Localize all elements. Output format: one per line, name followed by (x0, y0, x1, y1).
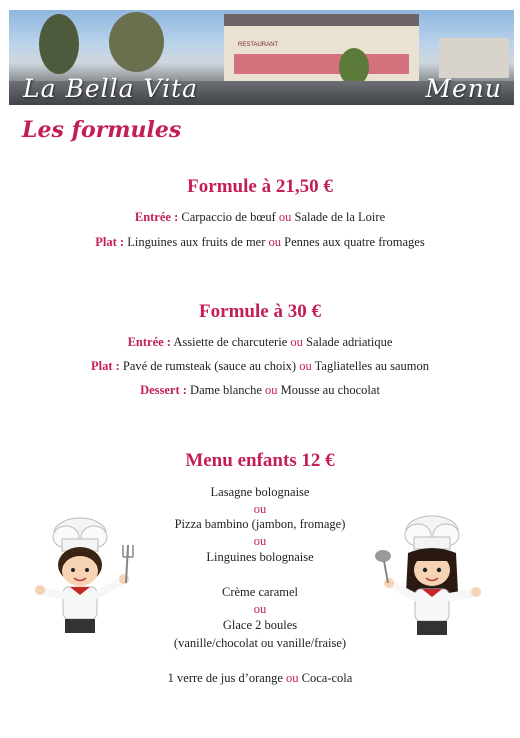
row-label: Plat : (90, 359, 120, 373)
dish: Linguines aux fruits de mer (127, 235, 266, 249)
dish: Salade de la Loire (294, 210, 386, 224)
or-word: ou (290, 335, 303, 349)
or-word: ou (278, 210, 292, 224)
formule1-title: Formule à 21,50 € (187, 176, 333, 197)
row-label: Entrée : (127, 335, 171, 349)
formule2-plat-row (0, 359, 520, 374)
kids-menu-title: Menu enfants 12 € (185, 450, 335, 471)
kids-main-1: Lasagne bolognaise (210, 485, 310, 499)
or-word: ou (286, 671, 299, 685)
kids-drink-row (0, 671, 520, 686)
row-label: Entrée : (134, 210, 179, 224)
kids-dessert-2: Glace 2 boules (222, 618, 298, 632)
kids-dessert-1: Crème caramel (222, 585, 298, 599)
or-word: ou (253, 602, 267, 616)
page-heading: Les formules (22, 117, 182, 143)
restaurant-name: La Bella Vita (23, 74, 199, 103)
formule1-plat-row (0, 235, 520, 250)
dish: Tagliatelles au saumon (314, 359, 430, 373)
header-banner (9, 10, 514, 105)
formule1-entree-row (0, 210, 520, 225)
drink: Coca-cola (301, 671, 353, 685)
or-word: ou (253, 502, 267, 516)
formule2-dessert-row (0, 383, 520, 398)
or-word: ou (268, 235, 282, 249)
or-word: ou (265, 383, 278, 397)
dish: Assiette de charcuterie (173, 335, 288, 349)
banner-section-title: Menu (425, 74, 502, 103)
banner-building (224, 24, 419, 82)
formule2-title: Formule à 30 € (199, 301, 321, 322)
dish: Pennes aux quatre fromages (284, 235, 425, 249)
dish: Mousse au chocolat (280, 383, 380, 397)
formule2-entree-row (0, 335, 520, 350)
kids-dessert-2-flavours: (vanille/chocolat ou vanille/fraise) (173, 636, 347, 650)
or-word: ou (299, 359, 312, 373)
dish: Carpaccio de bœuf (181, 210, 276, 224)
dish: Salade adriatique (306, 335, 393, 349)
or-word: ou (253, 534, 267, 548)
chef-girl-illustration (370, 513, 490, 643)
banner-house-right (439, 38, 509, 78)
row-label: Dessert : (140, 383, 187, 397)
dish: Pavé de rumsteak (sauce au choix) (122, 359, 297, 373)
banner-tree-left (39, 14, 79, 74)
row-label: Plat : (95, 235, 125, 249)
banner-sign: RESTAURANT (238, 42, 279, 48)
kids-main-2: Pizza bambino (jambon, fromage) (174, 517, 346, 531)
kids-main-3: Linguines bolognaise (206, 550, 314, 564)
drink: 1 verre de jus d’orange (167, 671, 283, 685)
dish: Dame blanche (190, 383, 262, 397)
chef-boy-illustration (30, 515, 145, 640)
banner-tree-left-2 (109, 12, 164, 72)
